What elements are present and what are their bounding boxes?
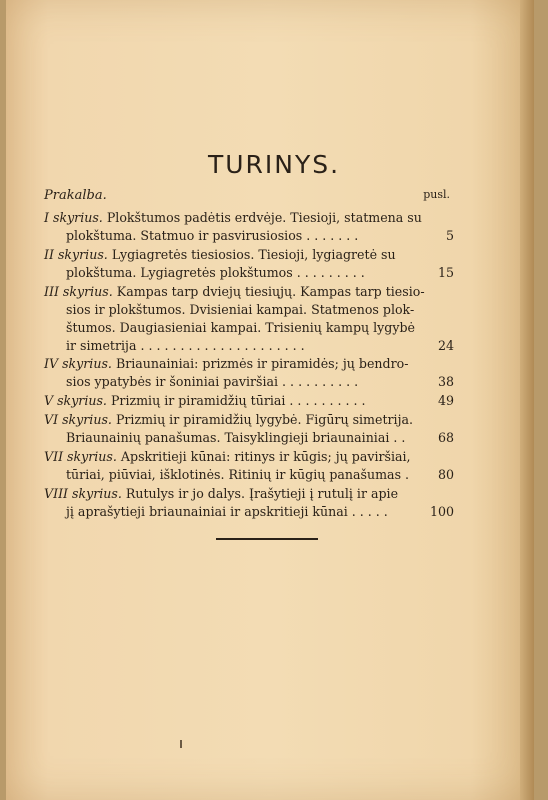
- preface-label: Prakalba.: [44, 188, 107, 203]
- chapter-label: I skyrius.: [44, 210, 103, 225]
- toc-line: [44, 319, 454, 337]
- toc-line: [44, 373, 454, 391]
- page-number: 68: [437, 430, 454, 445]
- chapter-text: sios ypatybės ir šoniniai paviršiai . . . . . . . . . .: [66, 374, 359, 389]
- ink-mark: [180, 740, 182, 748]
- toc-line: [44, 246, 454, 264]
- chapter-text: tūriai, piūviai, išklotinės. Ritinių ir kūgių panašumas .: [66, 467, 410, 482]
- toc-line: [44, 283, 454, 301]
- chapter-text: Prizmių ir piramidžių tūriai . . . . . . . . . .: [110, 393, 366, 408]
- chapter-text: Briaunainių panašumas. Taisyklingieji briaunainiai . .: [66, 430, 406, 445]
- chapter-text: plokštuma. Lygiagretės plokštumos . . . . . . . . .: [66, 265, 365, 280]
- toc-entry-1: [44, 209, 454, 245]
- toc-line: [44, 429, 454, 447]
- page-number: 15: [437, 265, 454, 280]
- toc-entry-2: [44, 246, 454, 282]
- chapter-label: VIII skyrius.: [44, 486, 122, 501]
- chapter-text: Kampas tarp dviejų tiesiųjų. Kampas tarp tiesio-: [116, 284, 425, 299]
- chapter-text: Briaunainiai: prizmės ir piramidės; jų bendro-: [115, 356, 409, 371]
- toc-line: [44, 411, 454, 429]
- toc-line: [44, 503, 454, 521]
- chapter-text: Rutulys ir jo dalys. Įrašytieji į rutulį ir apie: [125, 486, 399, 501]
- toc-entry-4: [44, 355, 454, 391]
- page-number: 80: [437, 467, 454, 482]
- toc-line: [44, 337, 454, 355]
- toc-entry-5: [44, 392, 454, 410]
- chapter-label: II skyrius.: [44, 247, 108, 262]
- chapter-text: Apskritieji kūnai: ritinys ir kūgis; jų paviršiai,: [120, 449, 411, 464]
- chapter-text: ir simetrija . . . . . . . . . . . . . . . . . . . . .: [66, 338, 305, 353]
- page-edge: [520, 0, 534, 800]
- page-number: 24: [437, 338, 454, 353]
- chapter-text: Lygiagretės tiesiosios. Tiesioji, lygiagretė su: [111, 247, 396, 262]
- page-number: 38: [437, 374, 454, 389]
- toc-line: [44, 392, 454, 410]
- toc-line: [44, 485, 454, 503]
- chapter-text: Plokštumos padėtis erdvėje. Tiesioji, statmena su: [106, 210, 422, 225]
- chapter-text: plokštuma. Statmuo ir pasvirusiosios . . . . . . .: [66, 228, 359, 243]
- chapter-text: štumos. Daugiasieniai kampai. Trisienių kampų lygybė: [66, 320, 415, 335]
- toc-line: [44, 227, 454, 245]
- page-title: TURINYS.: [207, 150, 341, 179]
- chapter-text: Prizmių ir piramidžių lygybė. Figūrų simetrija.: [115, 412, 413, 427]
- chapter-label: V skyrius.: [44, 393, 107, 408]
- toc-line: [44, 466, 454, 484]
- page-number: 5: [445, 228, 454, 243]
- toc-line: [44, 209, 454, 227]
- toc-line: [44, 355, 454, 373]
- chapter-label: III skyrius.: [44, 284, 113, 299]
- page-number: 49: [437, 393, 454, 408]
- toc-line: [44, 301, 454, 319]
- preface-row: [44, 188, 450, 203]
- chapter-label: VI skyrius.: [44, 412, 112, 427]
- toc-entry-8: [44, 485, 454, 521]
- toc-entry-3: [44, 283, 454, 355]
- toc-line: [44, 448, 454, 466]
- toc-entry-7: [44, 448, 454, 484]
- divider-rule: [216, 538, 318, 540]
- chapter-text: sios ir plokštumos. Dvisieniai kampai. Statmenos plok-: [66, 302, 415, 317]
- toc-line: [44, 264, 454, 282]
- page-column-label: pusl.: [423, 188, 450, 201]
- chapter-text: jį aprašytieji briaunainiai ir apskritieji kūnai . . . . .: [66, 504, 388, 519]
- chapter-label: IV skyrius.: [44, 356, 112, 371]
- toc-entry-6: [44, 411, 454, 447]
- chapter-label: VII skyrius.: [44, 449, 117, 464]
- page-number: 100: [429, 504, 454, 519]
